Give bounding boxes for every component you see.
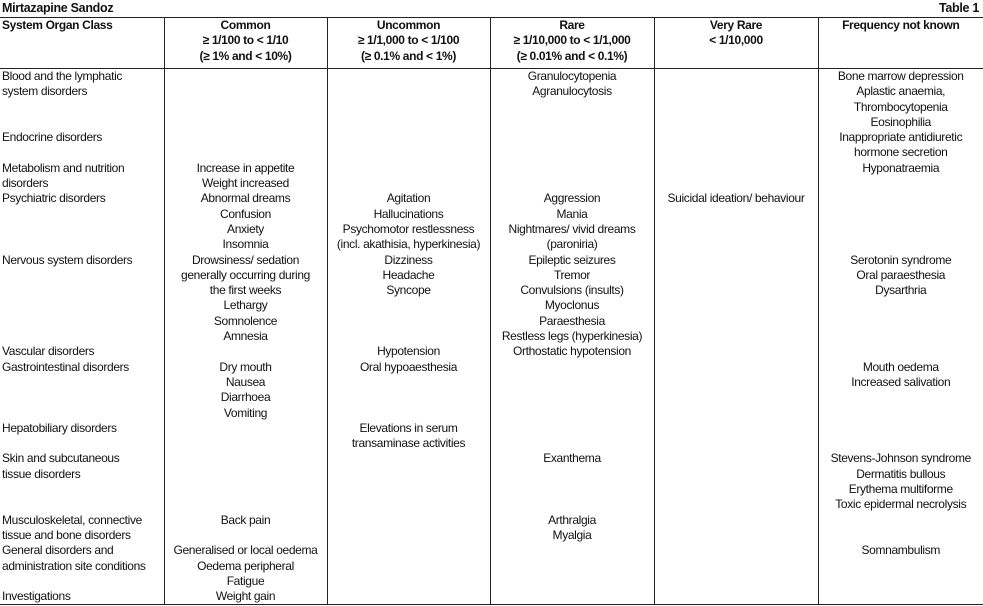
- adverse-reaction-entry: Toxic epidermal necrolysis: [835, 497, 967, 512]
- rare-header: [490, 18, 654, 69]
- adverse-reaction-entry: Dizziness: [384, 252, 433, 267]
- adverse-reaction-entry: Restless legs (hyperkinesia): [501, 329, 643, 344]
- adverse-reaction-entry: Lethargy: [223, 298, 268, 313]
- organ-class-label: Metabolism and nutrition: [2, 160, 125, 175]
- common-cell: [164, 130, 327, 161]
- adverse-reaction-entry: Headache: [382, 267, 435, 282]
- adverse-reaction-entry: Anxiety: [227, 221, 264, 236]
- title-bar: [0, 0, 983, 18]
- system-organ-class-cell: [0, 451, 164, 512]
- table-body: [0, 69, 983, 605]
- common-header: [164, 18, 327, 69]
- common-cell: [164, 513, 327, 544]
- adverse-reaction-entry: Aggression: [543, 191, 601, 206]
- header-line: < 1/10,000: [709, 33, 763, 48]
- header-line: (≥ 0.01% and < 0.1%): [516, 48, 628, 63]
- adverse-reaction-entry: (paroniria): [546, 237, 598, 252]
- system-organ-class-cell: [0, 161, 164, 192]
- adverse-reaction-entry: Abnormal dreams: [200, 191, 291, 206]
- very-rare-header: [654, 18, 818, 69]
- uncommon-cell: [327, 421, 490, 452]
- very-rare-cell: [654, 589, 818, 605]
- adverse-reaction-entry: Hypotension: [377, 344, 440, 359]
- organ-class-label: Gastrointestinal disorders: [2, 359, 129, 374]
- very-rare-cell: [654, 69, 818, 131]
- common-cell: [164, 344, 327, 359]
- adverse-reactions-table: [0, 18, 983, 605]
- adverse-reaction-entry: Orthostatic hypotension: [512, 344, 632, 359]
- very-rare-cell: [654, 513, 818, 544]
- uncommon-cell: [327, 589, 490, 605]
- header-line: Common: [220, 18, 271, 32]
- very-rare-cell: [654, 543, 818, 589]
- organ-class-label: tissue and bone disorders: [2, 527, 131, 542]
- document-title: Mirtazapine Sandoz: [2, 1, 114, 15]
- adverse-reaction-entry: Tremor: [553, 267, 591, 282]
- adverse-reaction-entry: generally occurring during: [181, 267, 310, 282]
- table-row-metabolism: [0, 161, 983, 192]
- table-label: Table 1: [938, 1, 979, 15]
- table-row-investigations: [0, 589, 983, 605]
- organ-class-label: Investigations: [2, 589, 71, 604]
- frequency-not-known-cell: [818, 543, 983, 589]
- adverse-reaction-entry: Arthralgia: [548, 512, 596, 527]
- header-row: [0, 18, 983, 69]
- adverse-reaction-entry: Syncope: [386, 283, 431, 298]
- rare-cell: [490, 253, 654, 345]
- adverse-reaction-entry: Back pain: [220, 512, 271, 527]
- adverse-reaction-entry: transaminase activities: [351, 436, 466, 451]
- frequency-not-known-cell: [818, 253, 983, 345]
- frequency-not-known-cell: [818, 589, 983, 605]
- very-rare-cell: [654, 451, 818, 512]
- system-organ-class-cell: [0, 344, 164, 359]
- table-row-musculo: [0, 513, 983, 544]
- frequency-not-known-header: [818, 18, 983, 69]
- adverse-reaction-entry: Increased salivation: [851, 374, 951, 389]
- table-header: [0, 18, 983, 69]
- very-rare-cell: [654, 421, 818, 452]
- adverse-reaction-entry: Increase in appetite: [196, 160, 295, 175]
- header-line: ≥ 1/100 to < 1/10: [202, 33, 289, 48]
- adverse-reaction-entry: Hyponatraemia: [862, 160, 940, 175]
- rare-cell: [490, 344, 654, 359]
- adverse-reaction-entry: Dysarthria: [875, 283, 927, 298]
- adverse-reaction-entry: Insomnia: [222, 237, 269, 252]
- frequency-not-known-cell: [818, 69, 983, 131]
- system-organ-class-cell: [0, 589, 164, 605]
- adverse-reaction-entry: Epileptic seizures: [528, 252, 616, 267]
- adverse-reaction-entry: the first weeks: [209, 283, 282, 298]
- common-cell: [164, 253, 327, 345]
- adverse-reaction-entry: Weight gain: [215, 589, 276, 604]
- very-rare-cell: [654, 161, 818, 192]
- rare-cell: [490, 360, 654, 421]
- rare-cell: [490, 589, 654, 605]
- organ-class-label: Hepatobiliary disorders: [2, 420, 117, 435]
- adverse-reaction-entry: Oral hypoaesthesia: [359, 359, 458, 374]
- organ-class-label: Psychiatric disorders: [2, 191, 106, 206]
- system-organ-class-cell: [0, 421, 164, 452]
- system-organ-class-cell: [0, 360, 164, 421]
- adverse-reaction-entry: Agitation: [386, 191, 431, 206]
- uncommon-cell: [327, 451, 490, 512]
- rare-cell: [490, 421, 654, 452]
- uncommon-cell: [327, 543, 490, 589]
- frequency-not-known-cell: [818, 513, 983, 544]
- organ-class-label: Blood and the lymphatic: [2, 69, 123, 83]
- rare-cell: [490, 543, 654, 589]
- adverse-reaction-entry: Diarrhoea: [220, 390, 271, 405]
- organ-class-label: tissue disorders: [2, 466, 81, 481]
- adverse-reaction-entry: Exanthema: [543, 451, 601, 466]
- header-line: (≥ 0.1% and < 1%): [360, 48, 456, 63]
- adverse-reaction-entry: hormone secretion: [854, 145, 948, 160]
- table-row-gastro: [0, 360, 983, 421]
- adverse-reaction-entry: Inappropriate antidiuretic: [839, 130, 963, 145]
- system-organ-class-cell: [0, 69, 164, 131]
- adverse-reaction-entry: Elevations in serum: [359, 420, 458, 435]
- adverse-reaction-entry: Psychomotor restlessness: [342, 221, 475, 236]
- adverse-reaction-entry: Fatigue: [226, 573, 265, 588]
- frequency-not-known-cell: [818, 344, 983, 359]
- common-cell: [164, 451, 327, 512]
- rare-cell: [490, 130, 654, 161]
- frequency-not-known-cell: [818, 191, 983, 252]
- header-line: ≥ 1/1,000 to < 1/100: [357, 33, 460, 48]
- organ-class-label: Musculoskeletal, connective: [2, 512, 142, 527]
- adverse-reaction-entry: Weight increased: [202, 176, 289, 191]
- organ-class-label: Skin and subcutaneous: [2, 451, 120, 466]
- uncommon-cell: [327, 360, 490, 421]
- adverse-reaction-entry: Somnolence: [213, 313, 278, 328]
- organ-class-label: Nervous system disorders: [2, 252, 133, 267]
- header-line: (≥ 1% and < 10%): [199, 48, 292, 63]
- adverse-reaction-entry: Amnesia: [223, 329, 268, 344]
- adverse-reaction-entry: Agranulocytosis: [532, 84, 612, 99]
- adverse-reaction-entry: Oral paraesthesia: [856, 267, 946, 282]
- uncommon-cell: [327, 513, 490, 544]
- adverse-reaction-entry: Erythema multiforme: [848, 482, 953, 497]
- uncommon-cell: [327, 161, 490, 192]
- adverse-reaction-entry: Dry mouth: [219, 359, 272, 374]
- very-rare-cell: [654, 191, 818, 252]
- uncommon-cell: [327, 191, 490, 252]
- common-cell: [164, 421, 327, 452]
- adverse-reaction-entry: Stevens-Johnson syndrome: [830, 451, 971, 466]
- common-cell: [164, 69, 327, 131]
- organ-class-label: General disorders and: [2, 543, 114, 558]
- adverse-reaction-entry: Confusion: [220, 206, 271, 221]
- header-line: ≥ 1/10,000 to < 1/1,000: [513, 33, 631, 48]
- adverse-reaction-entry: Thrombocytopenia: [853, 99, 948, 114]
- adverse-reaction-entry: Paraesthesia: [539, 313, 605, 328]
- uncommon-header: [327, 18, 490, 69]
- frequency-not-known-cell: [818, 130, 983, 161]
- frequency-not-known-cell: [818, 161, 983, 192]
- organ-class-label: administration site conditions: [2, 558, 146, 573]
- very-rare-cell: [654, 130, 818, 161]
- table-row-nervous: [0, 253, 983, 345]
- rare-cell: [490, 69, 654, 131]
- very-rare-cell: [654, 344, 818, 359]
- system-organ-class-cell: [0, 543, 164, 589]
- table-row-vascular: [0, 344, 983, 359]
- adverse-reaction-entry: Myoclonus: [544, 298, 600, 313]
- adverse-reaction-entry: Eosinophilia: [870, 114, 931, 129]
- adverse-reaction-entry: Mania: [556, 206, 588, 221]
- adverse-reaction-entry: Oedema peripheral: [197, 558, 294, 573]
- common-cell: [164, 360, 327, 421]
- very-rare-cell: [654, 253, 818, 345]
- system-organ-class-cell: [0, 253, 164, 345]
- uncommon-cell: [327, 253, 490, 345]
- uncommon-cell: [327, 344, 490, 359]
- system-organ-class-cell: [0, 191, 164, 252]
- table-row-endocrine: [0, 130, 983, 161]
- organ-class-label: disorders: [2, 176, 49, 191]
- adverse-reaction-entry: Vomiting: [223, 405, 268, 420]
- very-rare-cell: [654, 360, 818, 421]
- adverse-reaction-entry: (incl. akathisia, hyperkinesia): [336, 237, 481, 252]
- adverse-reaction-entry: Convulsions (insults): [520, 283, 624, 298]
- uncommon-cell: [327, 130, 490, 161]
- adverse-reaction-entry: Suicidal ideation/ behaviour: [667, 191, 805, 206]
- organ-class-label: Endocrine disorders: [2, 130, 103, 145]
- table-row-general: [0, 543, 983, 589]
- rare-cell: [490, 451, 654, 512]
- frequency-not-known-cell: [818, 360, 983, 421]
- adverse-reaction-entry: Dermatitis bullous: [856, 466, 946, 481]
- adverse-reaction-entry: Nightmares/ vivid dreams: [508, 221, 636, 236]
- header-line: System Organ Class: [2, 18, 113, 32]
- common-cell: [164, 191, 327, 252]
- header-line: Very Rare: [709, 18, 763, 32]
- uncommon-cell: [327, 69, 490, 131]
- common-cell: [164, 543, 327, 589]
- common-cell: [164, 589, 327, 605]
- table-row-skin: [0, 451, 983, 512]
- adverse-reaction-entry: Hallucinations: [373, 206, 444, 221]
- rare-cell: [490, 161, 654, 192]
- system-organ-class-cell: [0, 130, 164, 161]
- adverse-reaction-entry: Aplastic anaemia,: [856, 84, 946, 99]
- header-line: Uncommon: [376, 18, 441, 32]
- adverse-reaction-entry: Drowsiness/ sedation: [191, 252, 300, 267]
- adverse-reaction-entry: Granulocytopenia: [527, 69, 617, 83]
- adverse-reaction-entry: Myalgia: [552, 527, 592, 542]
- adverse-reaction-entry: Bone marrow depression: [837, 69, 964, 83]
- organ-class-label: system disorders: [2, 84, 88, 99]
- header-line: Rare: [559, 18, 585, 32]
- table-row-psychiatric: [0, 191, 983, 252]
- common-cell: [164, 161, 327, 192]
- frequency-not-known-cell: [818, 421, 983, 452]
- frequency-not-known-cell: [818, 451, 983, 512]
- adverse-reaction-entry: Nausea: [225, 374, 266, 389]
- system-organ-class-header: [0, 18, 164, 69]
- rare-cell: [490, 513, 654, 544]
- table-row-hepato: [0, 421, 983, 452]
- organ-class-label: Vascular disorders: [2, 344, 95, 359]
- rare-cell: [490, 191, 654, 252]
- table-row-blood: [0, 69, 983, 131]
- header-line: Frequency not known: [842, 18, 960, 32]
- adverse-reaction-entry: Generalised or local oedema: [173, 543, 318, 558]
- adverse-reaction-entry: Serotonin syndrome: [850, 252, 952, 267]
- system-organ-class-cell: [0, 513, 164, 544]
- adverse-reaction-entry: Somnambulism: [861, 543, 940, 558]
- adverse-reaction-entry: Mouth oedema: [862, 359, 939, 374]
